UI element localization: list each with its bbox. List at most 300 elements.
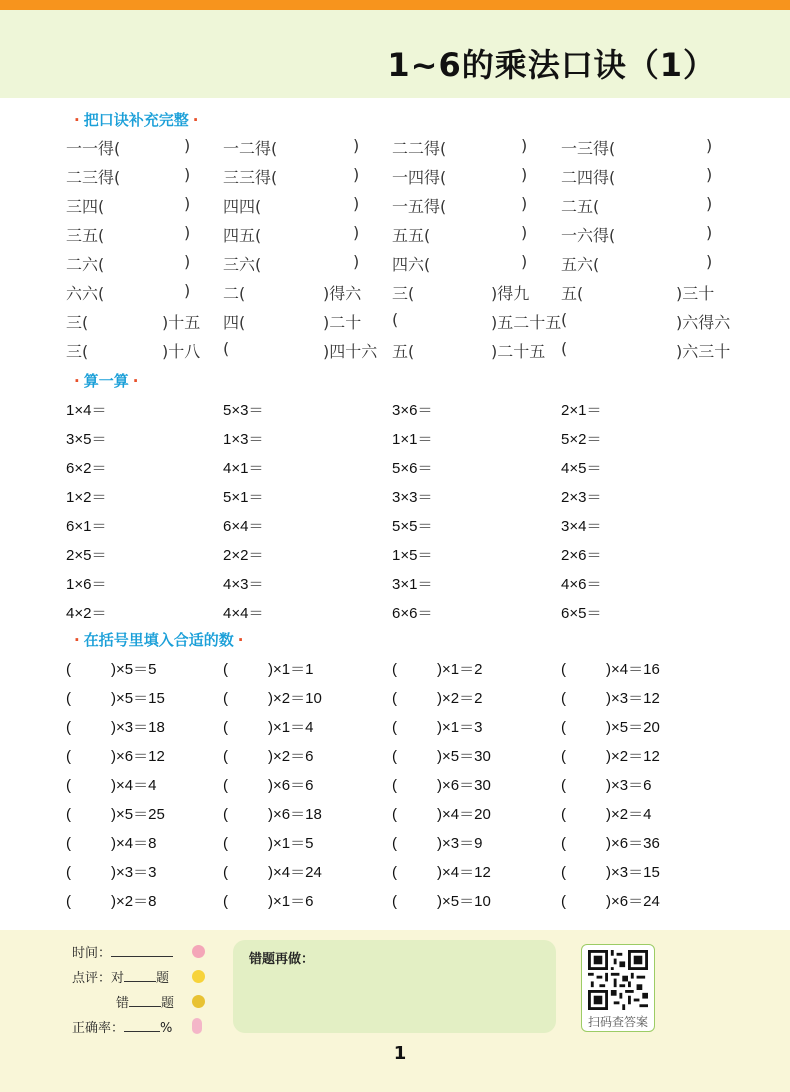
rhyme-suffix: )六三十 <box>676 342 731 361</box>
equation-rest: )×4＝16 <box>606 661 660 678</box>
top-orange-bar <box>0 0 790 10</box>
rhyme-item <box>392 194 528 217</box>
calc-problem: 3×1＝ <box>392 576 433 593</box>
accuracy-field[interactable] <box>124 1018 160 1032</box>
fill-problem <box>223 745 313 766</box>
fill-problem <box>66 774 156 795</box>
rhyme-suffix: ) <box>184 281 191 300</box>
equation-rest: )×6＝30 <box>437 777 491 794</box>
calc-problem: 3×5＝ <box>66 431 107 448</box>
equation-rest: )×2＝4 <box>606 806 652 823</box>
calc-row <box>66 399 756 428</box>
equation-rest: )×1＝6 <box>268 893 314 910</box>
rhyme-item <box>392 310 562 332</box>
rhyme-item <box>561 281 715 304</box>
fill-problem <box>66 832 156 853</box>
fill-row <box>66 832 756 861</box>
open-paren: ( <box>223 864 228 881</box>
calc-problem: 3×3＝ <box>392 489 433 506</box>
open-paren: ( <box>223 806 228 823</box>
fill-problem <box>561 716 660 737</box>
open-paren: ( <box>561 864 566 881</box>
equation-rest: )×3＝18 <box>111 719 165 736</box>
rhyme-row <box>66 310 756 339</box>
rhyme-prefix: 一一得( <box>66 139 121 158</box>
rhyme-suffix: ) <box>706 165 713 184</box>
fill-row <box>66 716 756 745</box>
fill-problem <box>561 861 660 882</box>
rhyme-item <box>561 165 713 188</box>
fill-problem <box>392 861 491 882</box>
rhyme-prefix: 一二得( <box>223 139 278 158</box>
bullet-dot: · <box>192 111 199 129</box>
fill-problem <box>392 687 482 708</box>
rhyme-item <box>66 165 191 188</box>
rhyme-item <box>223 310 362 333</box>
equation-rest: )×2＝12 <box>606 748 660 765</box>
equation-rest: )×5＝20 <box>606 719 660 736</box>
rhyme-prefix: 一五得( <box>392 197 447 216</box>
page-title: 1~6的乘法口诀（1） <box>387 46 716 84</box>
rhyme-suffix: )四十六 <box>323 342 378 361</box>
rhyme-grid <box>66 136 756 368</box>
rhyme-suffix: ) <box>706 252 713 271</box>
fill-problem <box>392 803 491 824</box>
rhyme-item <box>66 223 191 246</box>
equation-rest: )×6＝18 <box>268 806 322 823</box>
open-paren: ( <box>223 835 228 852</box>
calc-row <box>66 428 756 457</box>
rhyme-row <box>66 136 756 165</box>
rhyme-item <box>561 339 731 361</box>
rhyme-suffix: )十八 <box>162 342 201 361</box>
equation-rest: )×4＝20 <box>437 806 491 823</box>
open-paren: ( <box>392 893 397 910</box>
rhyme-prefix: 二六( <box>66 255 105 274</box>
rhyme-prefix: 四五( <box>223 226 262 245</box>
open-paren: ( <box>66 777 71 794</box>
rhyme-item <box>66 339 201 362</box>
wrong-row <box>72 992 174 1017</box>
calc-problem: 4×2＝ <box>66 605 107 622</box>
open-paren: ( <box>223 690 228 707</box>
equation-rest: )×1＝4 <box>268 719 314 736</box>
open-paren: ( <box>392 661 397 678</box>
pig-icon <box>192 945 205 958</box>
rhyme-suffix: ) <box>184 136 191 155</box>
calc-problem: 6×1＝ <box>66 518 107 535</box>
equation-rest: )×2＝6 <box>268 748 314 765</box>
fill-problem <box>66 658 156 679</box>
rhyme-item <box>561 136 713 159</box>
equation-rest: )×5＝15 <box>111 690 165 707</box>
equation-rest: )×6＝12 <box>111 748 165 765</box>
fill-problem <box>561 745 660 766</box>
calc-problem: 5×5＝ <box>392 518 433 535</box>
rhyme-item <box>66 281 191 304</box>
percent-sign: % <box>160 1021 173 1036</box>
fill-problem <box>561 687 660 708</box>
rhyme-item <box>561 252 713 275</box>
rhyme-item <box>392 136 528 159</box>
fill-problem <box>66 687 165 708</box>
rhyme-row <box>66 194 756 223</box>
rhyme-suffix: )得九 <box>491 284 530 303</box>
open-paren: ( <box>561 835 566 852</box>
equation-rest: )×1＝3 <box>437 719 483 736</box>
fill-problem <box>223 861 322 882</box>
fill-problem <box>66 745 165 766</box>
calc-problem: 2×5＝ <box>66 547 107 564</box>
rhyme-suffix: )三十 <box>676 284 715 303</box>
rhyme-prefix: 一三得( <box>561 139 616 158</box>
rhyme-item <box>392 281 530 304</box>
rhyme-prefix: 四六( <box>392 255 431 274</box>
rhyme-item <box>223 252 360 275</box>
rhyme-suffix: ) <box>521 136 528 155</box>
fill-problem <box>66 716 165 737</box>
equation-rest: )×6＝24 <box>606 893 660 910</box>
calc-problem: 5×1＝ <box>223 489 264 506</box>
correct-unit: 题 <box>156 971 170 986</box>
equation-rest: )×3＝3 <box>111 864 157 881</box>
wrong-count-field[interactable] <box>129 993 161 1007</box>
equation-rest: )×4＝4 <box>111 777 157 794</box>
calc-problem: 5×6＝ <box>392 460 433 477</box>
open-paren: ( <box>223 748 228 765</box>
open-paren: ( <box>66 806 71 823</box>
open-paren: ( <box>392 777 397 794</box>
fill-problem <box>223 890 313 911</box>
rhyme-prefix: 三四( <box>66 197 105 216</box>
rhyme-prefix: 三三得( <box>223 168 278 187</box>
equation-rest: )×3＝15 <box>606 864 660 881</box>
fill-problem <box>223 803 322 824</box>
rhyme-suffix: ) <box>521 165 528 184</box>
equation-rest: )×1＝1 <box>268 661 314 678</box>
equation-rest: )×2＝2 <box>437 690 483 707</box>
open-paren: ( <box>223 893 228 910</box>
calc-problem: 2×3＝ <box>561 489 602 506</box>
correct-count-field[interactable] <box>124 968 156 982</box>
fill-problem <box>561 890 660 911</box>
rhyme-prefix: 三( <box>66 342 89 361</box>
rhyme-row <box>66 281 756 310</box>
section-title: 把口诀补充完整 <box>83 111 189 129</box>
rhyme-prefix: 一四得( <box>392 168 447 187</box>
fill-problem <box>223 774 313 795</box>
fill-row <box>66 774 756 803</box>
equation-rest: )×2＝8 <box>111 893 157 910</box>
fill-number-grid <box>66 658 756 919</box>
open-paren: ( <box>66 835 71 852</box>
rhyme-item <box>223 339 378 361</box>
rhyme-item <box>392 339 546 362</box>
rhyme-item <box>561 310 731 332</box>
equation-rest: )×5＝10 <box>437 893 491 910</box>
open-paren: ( <box>66 661 71 678</box>
wrong-label: 错 <box>116 996 130 1011</box>
rhyme-suffix: )六得六 <box>676 313 731 332</box>
open-paren: ( <box>66 893 71 910</box>
accuracy-label: 正确率： <box>72 1021 125 1036</box>
rhyme-prefix: 二三得( <box>66 168 121 187</box>
calc-problem: 4×1＝ <box>223 460 264 477</box>
fill-problem <box>392 716 482 737</box>
calc-row <box>66 486 756 515</box>
rhyme-item <box>561 223 713 246</box>
section-heading-fill-numbers <box>70 629 247 650</box>
open-paren: ( <box>561 748 566 765</box>
open-paren: ( <box>392 806 397 823</box>
section-title: 算一算 <box>83 372 129 390</box>
review-label: 点评：对 <box>72 971 125 986</box>
rhyme-row <box>66 252 756 281</box>
open-paren: ( <box>223 777 228 794</box>
fill-problem <box>561 803 651 824</box>
fill-problem <box>223 832 313 853</box>
calc-row <box>66 515 756 544</box>
fill-row <box>66 658 756 687</box>
fill-problem <box>561 774 651 795</box>
rhyme-suffix: )得六 <box>323 284 362 303</box>
rhyme-suffix: ) <box>706 194 713 213</box>
qr-panel[interactable] <box>581 944 655 1032</box>
calc-problem: 1×2＝ <box>66 489 107 506</box>
fill-problem <box>561 832 660 853</box>
fill-problem <box>392 658 482 679</box>
section-heading-calculate <box>70 370 142 391</box>
rhyme-row <box>66 339 756 368</box>
fill-problem <box>223 687 322 708</box>
rhyme-suffix: ) <box>184 194 191 213</box>
fill-row <box>66 890 756 919</box>
rhyme-prefix: 五五( <box>392 226 431 245</box>
rhyme-prefix: 四( <box>223 313 246 332</box>
bullet-dot: · <box>237 631 244 649</box>
calc-problem: 6×5＝ <box>561 605 602 622</box>
equation-rest: )×5＝25 <box>111 806 165 823</box>
rhyme-item <box>223 136 360 159</box>
calc-problem: 4×3＝ <box>223 576 264 593</box>
rhyme-prefix: 一六得( <box>561 226 616 245</box>
rhyme-suffix: ) <box>521 223 528 242</box>
calc-grid <box>66 399 756 631</box>
calc-problem: 3×4＝ <box>561 518 602 535</box>
rhyme-item <box>561 194 713 217</box>
calc-problem: 4×4＝ <box>223 605 264 622</box>
open-paren: ( <box>561 661 566 678</box>
rhyme-suffix: ) <box>353 252 360 271</box>
wrong-unit: 题 <box>161 996 175 1011</box>
bullet-dot: · <box>74 111 80 129</box>
open-paren: ( <box>561 806 566 823</box>
fill-problem <box>392 774 491 795</box>
rhyme-item <box>392 165 528 188</box>
rhyme-suffix: ) <box>184 223 191 242</box>
open-paren: ( <box>66 690 71 707</box>
rhyme-suffix: ) <box>184 165 191 184</box>
fill-row <box>66 687 756 716</box>
equation-rest: )×4＝12 <box>437 864 491 881</box>
fill-row <box>66 861 756 890</box>
smiley-icon <box>192 970 205 983</box>
rhyme-suffix: )二十五 <box>491 342 546 361</box>
rhyme-suffix: )十五 <box>162 313 201 332</box>
fill-row <box>66 803 756 832</box>
redo-box[interactable] <box>233 940 556 1033</box>
rhyme-suffix: ) <box>353 165 360 184</box>
rhyme-item <box>66 310 201 333</box>
rabbit-icon <box>192 1018 202 1034</box>
rhyme-suffix: ) <box>521 194 528 213</box>
rhyme-suffix: ) <box>184 252 191 271</box>
frown-icon <box>192 995 205 1008</box>
equation-rest: )×3＝6 <box>606 777 652 794</box>
open-paren: ( <box>561 690 566 707</box>
calc-problem: 2×1＝ <box>561 402 602 419</box>
fill-problem <box>66 861 156 882</box>
calc-problem: 1×1＝ <box>392 431 433 448</box>
rhyme-suffix: ) <box>521 252 528 271</box>
calc-problem: 5×2＝ <box>561 431 602 448</box>
calc-row <box>66 457 756 486</box>
rhyme-prefix: ( <box>392 310 399 329</box>
calc-problem: 1×3＝ <box>223 431 264 448</box>
rhyme-prefix: 二五( <box>561 197 600 216</box>
calc-problem: 4×5＝ <box>561 460 602 477</box>
calc-row <box>66 573 756 602</box>
equation-rest: )×6＝36 <box>606 835 660 852</box>
rhyme-row <box>66 165 756 194</box>
fill-problem <box>561 658 660 679</box>
rhyme-item <box>66 136 191 159</box>
fill-problem <box>392 745 491 766</box>
rhyme-prefix: ( <box>561 339 568 358</box>
equation-rest: )×4＝8 <box>111 835 157 852</box>
open-paren: ( <box>223 719 228 736</box>
fill-problem <box>66 890 156 911</box>
rhyme-item <box>392 223 528 246</box>
calc-problem: 6×6＝ <box>392 605 433 622</box>
open-paren: ( <box>392 864 397 881</box>
time-field[interactable] <box>111 943 173 957</box>
open-paren: ( <box>561 719 566 736</box>
calc-problem: 6×4＝ <box>223 518 264 535</box>
score-panel <box>72 942 174 1042</box>
section-title: 在括号里填入合适的数 <box>83 631 234 649</box>
accuracy-row <box>72 1017 174 1042</box>
equation-rest: )×5＝5 <box>111 661 157 678</box>
fill-problem <box>66 803 165 824</box>
calc-problem: 2×6＝ <box>561 547 602 564</box>
calc-problem: 3×6＝ <box>392 402 433 419</box>
rhyme-prefix: ( <box>223 339 230 358</box>
calc-problem: 1×4＝ <box>66 402 107 419</box>
rhyme-item <box>392 252 528 275</box>
correct-row <box>72 967 174 992</box>
rhyme-prefix: 五( <box>561 284 584 303</box>
rhyme-prefix: 二( <box>223 284 246 303</box>
calc-problem: 5×3＝ <box>223 402 264 419</box>
page-number: 1 <box>393 1043 407 1064</box>
rhyme-suffix: )五二十五 <box>491 313 562 332</box>
equation-rest: )×1＝5 <box>268 835 314 852</box>
open-paren: ( <box>392 748 397 765</box>
open-paren: ( <box>392 835 397 852</box>
open-paren: ( <box>66 864 71 881</box>
rhyme-suffix: ) <box>706 223 713 242</box>
equation-rest: )×5＝30 <box>437 748 491 765</box>
fill-row <box>66 745 756 774</box>
equation-rest: )×6＝6 <box>268 777 314 794</box>
time-label: 时间： <box>72 946 112 961</box>
time-row <box>72 942 174 967</box>
calc-problem: 2×2＝ <box>223 547 264 564</box>
fill-problem <box>223 716 313 737</box>
rhyme-prefix: 三六( <box>223 255 262 274</box>
rhyme-suffix: ) <box>353 223 360 242</box>
bullet-dot: · <box>74 631 80 649</box>
rhyme-suffix: ) <box>353 194 360 213</box>
calc-row <box>66 544 756 573</box>
calc-problem: 1×6＝ <box>66 576 107 593</box>
equation-rest: )×3＝9 <box>437 835 483 852</box>
rhyme-item <box>223 165 360 188</box>
rhyme-prefix: 三五( <box>66 226 105 245</box>
rhyme-prefix: 五六( <box>561 255 600 274</box>
rhyme-suffix: ) <box>353 136 360 155</box>
open-paren: ( <box>392 690 397 707</box>
rhyme-prefix: 二四得( <box>561 168 616 187</box>
rhyme-prefix: 四四( <box>223 197 262 216</box>
open-paren: ( <box>561 777 566 794</box>
rhyme-prefix: 三( <box>66 313 89 332</box>
calc-problem: 1×5＝ <box>392 547 433 564</box>
rhyme-item <box>66 252 191 275</box>
calc-problem: 6×2＝ <box>66 460 107 477</box>
bullet-dot: · <box>132 372 139 390</box>
fill-problem <box>392 890 491 911</box>
rhyme-prefix: 三( <box>392 284 415 303</box>
equation-rest: )×4＝24 <box>268 864 322 881</box>
open-paren: ( <box>66 748 71 765</box>
calc-row <box>66 602 756 631</box>
rhyme-prefix: 六六( <box>66 284 105 303</box>
open-paren: ( <box>223 661 228 678</box>
fill-problem <box>392 832 482 853</box>
rhyme-item <box>223 194 360 217</box>
equation-rest: )×3＝12 <box>606 690 660 707</box>
calc-problem: 4×6＝ <box>561 576 602 593</box>
open-paren: ( <box>392 719 397 736</box>
rhyme-prefix: 五( <box>392 342 415 361</box>
rhyme-item <box>223 223 360 246</box>
bullet-dot: · <box>74 372 80 390</box>
rhyme-item <box>223 281 362 304</box>
rhyme-item <box>66 194 191 217</box>
qr-code-icon[interactable] <box>588 950 648 1010</box>
rhyme-prefix: 二二得( <box>392 139 447 158</box>
equation-rest: )×1＝2 <box>437 661 483 678</box>
open-paren: ( <box>561 893 566 910</box>
rhyme-suffix: )二十 <box>323 313 362 332</box>
section-heading-fill-rhyme <box>70 109 202 130</box>
rhyme-row <box>66 223 756 252</box>
redo-label: 错题再做： <box>249 952 315 967</box>
open-paren: ( <box>66 719 71 736</box>
qr-label: 扫码查答案 <box>587 1015 648 1029</box>
